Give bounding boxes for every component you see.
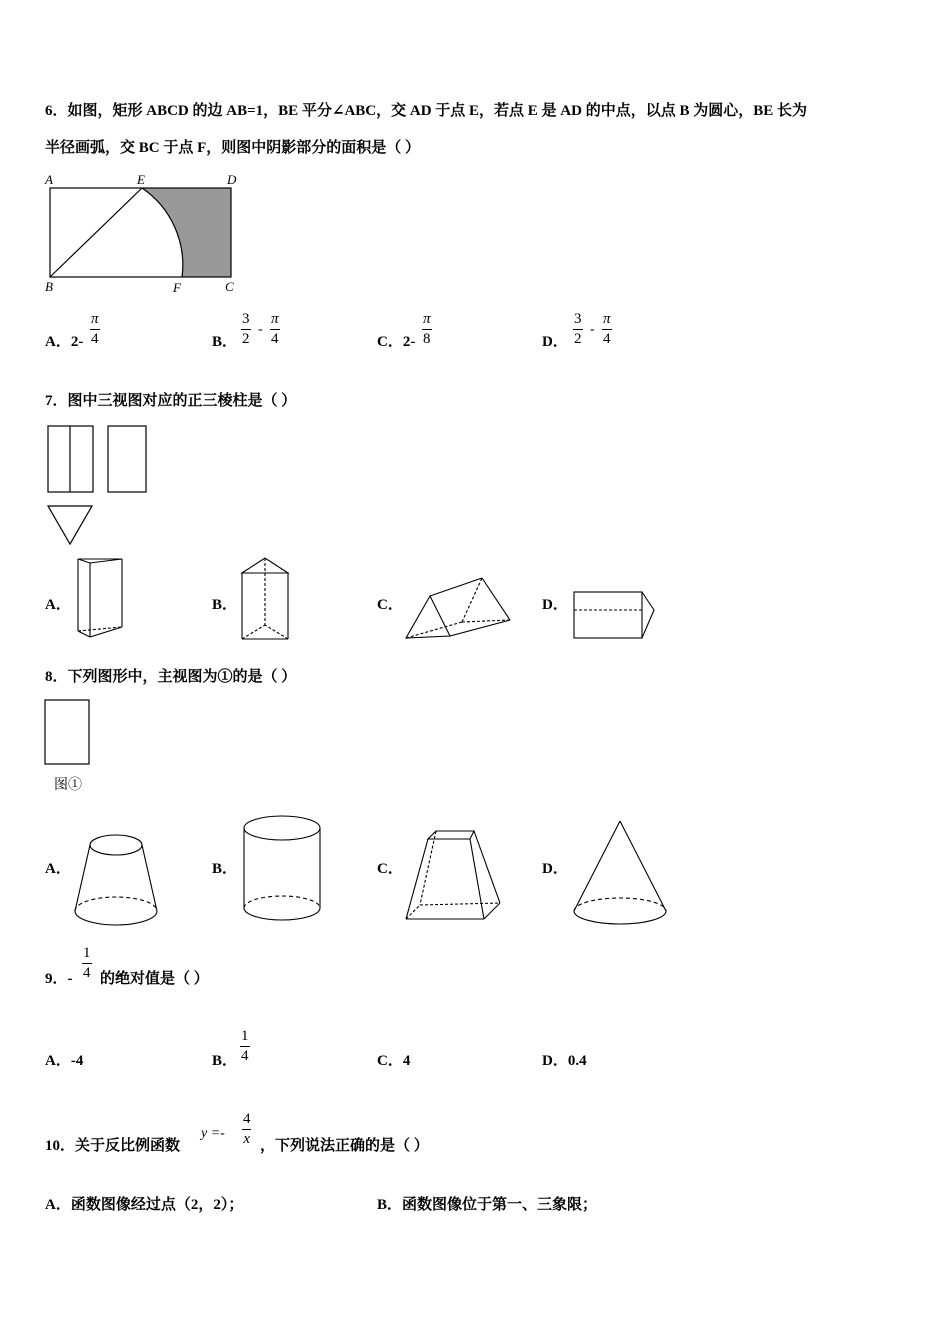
q9-fraction: [82, 946, 92, 981]
frac-numerator: π: [603, 311, 611, 327]
q6-option-c[interactable]: [377, 335, 415, 350]
q6-option-d[interactable]: [542, 335, 568, 350]
q6-option-a[interactable]: [45, 335, 83, 350]
frac-numerator: 1: [83, 945, 91, 961]
q6-option-d-whole: [573, 312, 583, 347]
q9-option-c[interactable]: [377, 1054, 410, 1069]
q9-option-a-value: -4: [70, 1053, 84, 1069]
q8-option-a[interactable]: A．: [45, 861, 71, 877]
frac-numerator: π: [271, 311, 279, 327]
q8-option-c-frustum-pyramid: [400, 825, 510, 930]
q10-option-b-text: 函数图像位于第一、三象限；: [402, 1197, 598, 1213]
q7-side-view: [108, 426, 146, 492]
q10-option-b-letter: B．: [377, 1197, 403, 1213]
q9-option-b-letter: B．: [212, 1053, 238, 1069]
q7-option-d-prism: [570, 588, 660, 644]
q10-option-a[interactable]: [45, 1198, 243, 1213]
q10-function-left: y =-: [201, 1126, 225, 1141]
frac-denominator: 4: [271, 331, 279, 347]
q8-option-a-frustum: [70, 825, 165, 930]
frac-denominator: 8: [423, 331, 431, 347]
q10-option-a-letter: A．: [45, 1197, 71, 1213]
q10-fraction: [242, 1112, 252, 1147]
q10-option-a-text: 函数图像经过点（2，2）；: [70, 1197, 244, 1213]
q6-option-b-minus: -: [258, 322, 263, 337]
q8-text: 8．下列图形中，主视图为①的是（ ）: [45, 669, 297, 685]
q6-option-b-fraction: [270, 312, 280, 347]
q9-suffix: 的绝对值是（ ）: [100, 971, 209, 987]
q8-option-c[interactable]: C．: [377, 861, 403, 877]
frac-denominator: 2: [242, 331, 250, 347]
q6-text-line1: 6．如图，矩形 ABCD 的边 AB=1，BE 平分∠ABC，交 AD 于点 E，若点 E 是 AD 的中点，以点 B 为圆心，BE 长为: [45, 103, 807, 119]
q7-option-b[interactable]: B．: [212, 597, 238, 613]
frac-numerator: 3: [574, 311, 582, 327]
q8-option-d-cone: [570, 815, 675, 930]
q9-option-d-value: 0.4: [567, 1053, 587, 1069]
q6-segment-be: [50, 188, 142, 277]
frac-numerator: 4: [243, 1111, 251, 1127]
frac-denominator: 4: [241, 1048, 249, 1064]
q6-option-a-letter: A．: [45, 334, 71, 350]
q6-option-d-letter: D．: [542, 334, 568, 350]
frac-denominator: 4: [603, 331, 611, 347]
q6-label-c: C: [225, 279, 234, 294]
q9-prefix: 9．-: [45, 971, 73, 987]
q6-text-line2: 半径画弧，交 BC 于点 F，则图中阴影部分的面积是（ ）: [45, 140, 421, 156]
q7-top-view: [48, 506, 92, 544]
q6-shaded-region: [142, 188, 231, 277]
frac-numerator: π: [423, 311, 431, 327]
q7-option-d[interactable]: D．: [542, 597, 568, 613]
frac-denominator: 2: [574, 331, 582, 347]
q8-option-b[interactable]: B．: [212, 861, 238, 877]
q6-option-c-letter: C．: [377, 334, 403, 350]
q9-option-a[interactable]: [45, 1054, 83, 1069]
q9-option-d-letter: D．: [542, 1053, 568, 1069]
frac-numerator: 3: [242, 311, 250, 327]
frac-numerator: π: [91, 311, 99, 327]
q6-figure: [40, 170, 250, 300]
q6-option-a-prefix: 2-: [70, 334, 84, 350]
frac-denominator: x: [243, 1131, 251, 1147]
frac-denominator: 4: [91, 331, 99, 347]
q6-label-e: E: [137, 172, 145, 187]
q6-option-d-fraction: [602, 312, 612, 347]
frac-numerator: 1: [241, 1028, 249, 1044]
q8-figure-label: 图①: [54, 778, 82, 793]
q6-option-b-letter: B．: [212, 334, 238, 350]
q9-option-c-value: 4: [402, 1053, 411, 1069]
q9-option-c-letter: C．: [377, 1053, 403, 1069]
q7-text: 7．图中三视图对应的正三棱柱是（ ）: [45, 393, 297, 409]
q6-label-f: F: [173, 280, 181, 295]
q7-option-a[interactable]: A．: [45, 597, 71, 613]
q7-option-c[interactable]: C．: [377, 597, 403, 613]
q9-option-b-fraction: [240, 1029, 250, 1064]
q6-option-b[interactable]: [212, 335, 237, 350]
q6-option-a-fraction: [90, 312, 100, 347]
q6-option-c-fraction: [422, 312, 432, 347]
q7-option-a-prism: [70, 555, 130, 645]
q6-option-d-minus: -: [590, 322, 595, 337]
q10-option-b[interactable]: [377, 1198, 597, 1213]
q6-option-b-whole: [241, 312, 251, 347]
q9-option-a-letter: A．: [45, 1053, 71, 1069]
q6-label-a: A: [45, 172, 53, 187]
q9-option-d[interactable]: [542, 1054, 587, 1069]
q10-prefix: 10．关于反比例函数: [45, 1138, 181, 1154]
q8-option-b-cylinder: [238, 812, 328, 927]
q9-option-b[interactable]: [212, 1054, 237, 1069]
q7-three-views: [40, 420, 160, 550]
frac-denominator: 4: [83, 965, 91, 981]
q6-label-d: D: [227, 172, 237, 187]
q10-suffix: ，下列说法正确的是（ ）: [260, 1138, 429, 1154]
q7-option-c-prism: [402, 570, 517, 645]
q8-option-d[interactable]: D．: [542, 861, 568, 877]
q7-option-b-prism: [236, 555, 296, 645]
q8-figure-one: [44, 698, 94, 768]
q6-label-b: B: [45, 279, 53, 294]
q6-option-c-prefix: 2-: [402, 334, 416, 350]
